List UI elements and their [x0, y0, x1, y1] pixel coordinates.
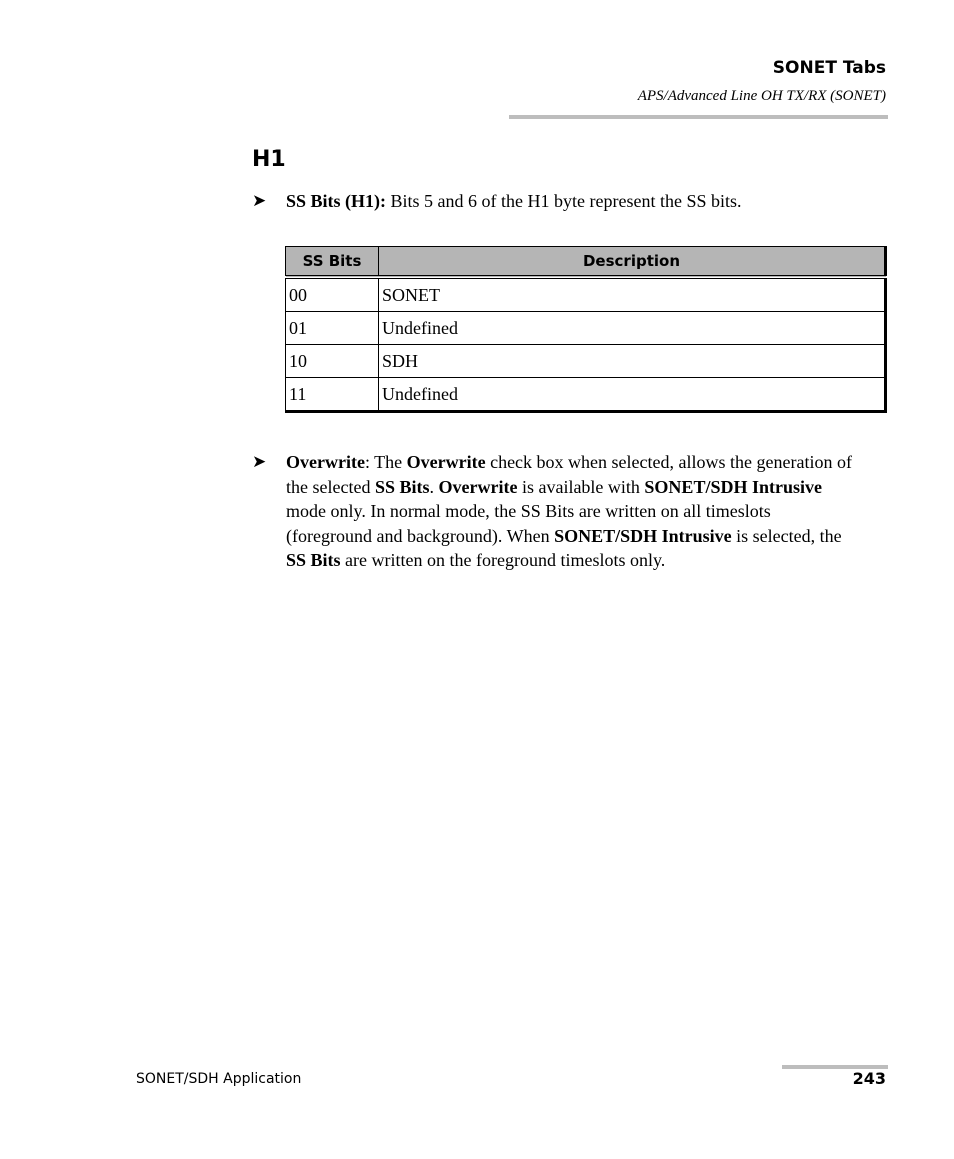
ss-bits-table — [285, 246, 887, 413]
bold-term: Overwrite — [406, 452, 486, 472]
body-text: are written on the foreground timeslots only. — [340, 550, 666, 571]
cell-description: SONET — [379, 277, 886, 312]
bold-term: Overwrite — [286, 452, 365, 472]
body-text: check box when selected, allows the generation of the selected — [286, 452, 852, 497]
body-text: is available with — [517, 476, 645, 497]
running-header-title: SONET Tabs — [772, 58, 886, 78]
bullet-label: SS Bits (H1): — [286, 191, 387, 211]
bold-term: SS Bits — [374, 476, 430, 497]
column-header-description: Description — [379, 247, 886, 278]
bold-term: Overwrite — [438, 476, 518, 497]
bold-term: SONET/SDH Intrusive — [644, 476, 822, 497]
cell-ss-bits: 10 — [286, 345, 379, 378]
section-heading: H1 — [252, 147, 286, 172]
cell-ss-bits: 11 — [286, 378, 379, 412]
cell-description: Undefined — [379, 312, 886, 345]
cell-ss-bits: 00 — [286, 277, 379, 312]
bullet-body: Bits 5 and 6 of the H1 byte represent the SS bits. — [386, 191, 742, 211]
table-row — [286, 345, 886, 378]
bold-term: SONET/SDH Intrusive — [554, 525, 732, 546]
bullet-arrow-icon: ➤ — [252, 452, 267, 472]
cell-description: Undefined — [379, 378, 886, 412]
bold-term: SS Bits — [286, 550, 341, 571]
bullet-text — [286, 450, 856, 573]
page-number: 243 — [852, 1069, 886, 1088]
bullet-text — [286, 189, 856, 214]
table-row — [286, 312, 886, 345]
body-text: . — [429, 476, 439, 497]
bullet-arrow-icon: ➤ — [252, 191, 267, 211]
table-header-row — [286, 247, 886, 278]
body-text: mode only. In normal mode, the SS Bits are written on all timeslots (foreground and background). When — [286, 501, 771, 546]
body-text: is selected, the — [731, 525, 842, 546]
cell-ss-bits: 01 — [286, 312, 379, 345]
table-row — [286, 277, 886, 312]
header-rule — [509, 115, 888, 119]
running-header-subtitle: APS/Advanced Line OH TX/RX (SONET) — [637, 88, 886, 104]
column-header-ss-bits: SS Bits — [286, 247, 379, 278]
body-text: : The — [364, 452, 407, 472]
table-row — [286, 378, 886, 412]
footer-chapter: SONET/SDH Application — [136, 1071, 302, 1087]
cell-description: SDH — [379, 345, 886, 378]
